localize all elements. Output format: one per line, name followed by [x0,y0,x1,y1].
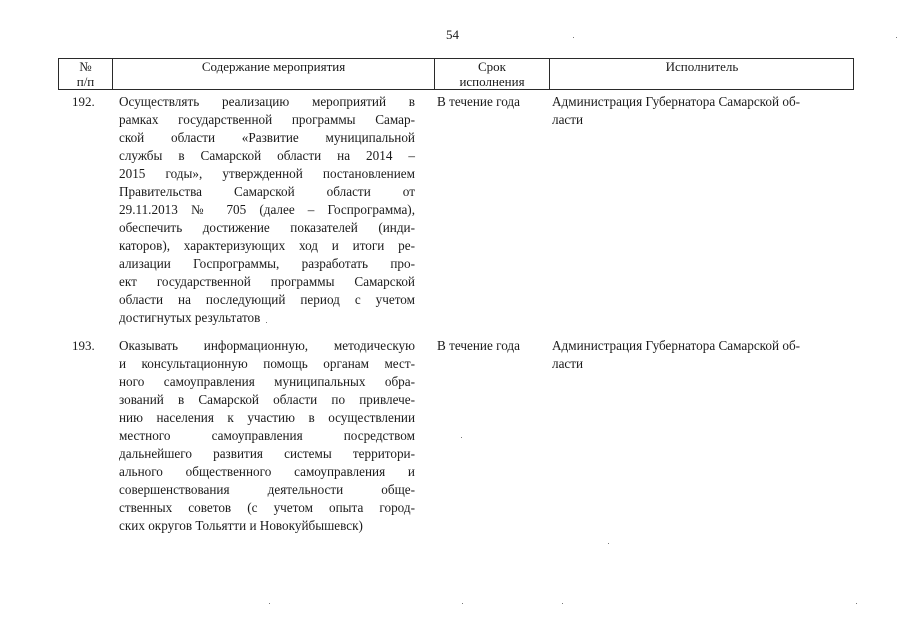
content-line: ального общественного самоуправления и [119,464,415,479]
header-term-line-1: Срок [478,59,506,74]
content-line: ской области «Развитие муниципальной [119,130,415,145]
header-term-line-2: исполнения [459,73,525,89]
header-term [435,60,549,89]
scan-speck [573,37,574,38]
header-executor: Исполнитель [665,59,739,74]
scan-speck [896,37,897,38]
content-line: обеспечить достижение показателей (инди- [119,220,415,235]
content-line: дальнейшего развития системы территори- [119,446,415,461]
scan-speck [266,322,267,323]
content-line: совершенствования деятельности обще- [119,482,415,497]
row-content [119,93,415,327]
row-term: В течение года [437,338,520,353]
content-line: Осуществлять реализацию мероприятий в [119,94,415,109]
page-number: 54 [446,27,459,42]
content-line: 2015 годы», утвержденной постановлением [119,166,415,181]
table-header [58,58,854,90]
content-line: ских округов Тольятти и Новокуйбышевск) [119,518,363,533]
header-content: Содержание мероприятия [201,59,346,74]
content-line: ект государственной программы Самарской [119,274,415,289]
content-line: достигнутых результатов [119,310,261,325]
row-executor [552,93,848,129]
content-line: ного самоуправления муниципальных обра- [119,374,415,389]
scan-speck [856,603,857,604]
scan-speck [462,603,463,604]
scan-speck [461,437,462,438]
executor-line: ласти [552,112,584,127]
row-number: 193. [72,338,95,353]
executor-line: Администрация Губернатора Самарской об- [552,338,801,353]
content-line: службы в Самарской области на 2014 – [119,148,415,163]
scan-speck [269,603,270,604]
content-line: ализации Госпрограммы, разработать про- [119,256,415,271]
row-executor [552,337,848,373]
row-term: В течение года [437,94,520,109]
content-line: зований в Самарской области по привлече- [119,392,415,407]
content-line: нию населения к участию в осуществлении [119,410,415,425]
header-number-line-2: п/п [76,73,95,89]
executor-line: ласти [552,356,584,371]
content-line: Правительства Самарской области от [119,184,415,199]
scan-speck [562,603,563,604]
content-line: и консультационную помощь органам мест- [119,356,415,371]
header-number [59,60,112,89]
executor-line: Администрация Губернатора Самарской об- [552,94,801,109]
content-line: 29.11.2013 № 705 (далее – Госпрограмма), [119,202,415,217]
content-line: местного самоуправления посредством [119,428,415,443]
content-line: каторов), характеризующих ход и итоги ре- [119,238,415,253]
scan-speck [608,543,609,544]
header-number-line-1: № [79,59,92,74]
content-line: ственных советов (с учетом опыта город- [119,500,415,515]
content-line: области на последующий период с учетом [119,292,415,307]
content-line: рамках государственной программы Самар- [119,112,415,127]
row-number: 192. [72,94,95,109]
content-line: Оказывать информационную, методическую [119,338,415,353]
row-content [119,337,415,535]
